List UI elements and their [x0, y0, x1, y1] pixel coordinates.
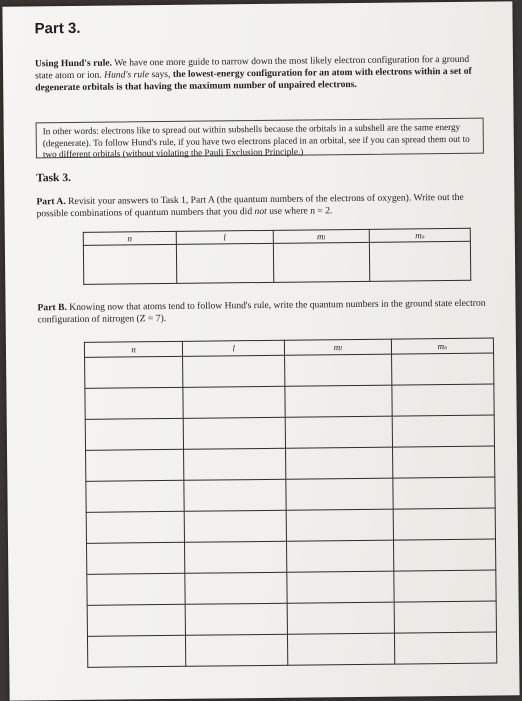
header-ml: mₗ [285, 339, 391, 355]
answer-cell[interactable] [86, 511, 184, 543]
table-row [85, 384, 494, 419]
answer-cell[interactable] [185, 603, 288, 635]
answer-cell[interactable] [85, 418, 183, 450]
answer-cell[interactable] [370, 241, 471, 281]
part-b-label: Part B. [37, 302, 67, 314]
answer-cell[interactable] [392, 384, 495, 416]
answer-cell[interactable] [87, 542, 185, 574]
answer-cell[interactable] [176, 243, 273, 283]
answer-cell[interactable] [285, 354, 392, 386]
answer-cell[interactable] [394, 632, 497, 664]
answer-cell[interactable] [273, 242, 370, 282]
answer-cell[interactable] [184, 510, 287, 542]
answer-cell[interactable] [87, 635, 185, 667]
answer-cell[interactable] [183, 355, 286, 387]
answer-cell[interactable] [288, 633, 395, 665]
answer-cell[interactable] [185, 541, 288, 573]
part-b-prompt [37, 298, 499, 327]
table-row [85, 353, 494, 388]
in-other-words-box: In other words: electrons like to spread out within subshells because the orbitals in a subshell are the same energy (degenerate). To follow Hund's rule, if you have two electrons placed in an orbital, see if you can spread them out to two different orbitals (without violating the Pauli Exclusion Principle.) [36, 118, 484, 159]
answer-cell[interactable] [85, 387, 183, 419]
header-ms: mₛ [391, 338, 493, 354]
answer-cell[interactable] [87, 573, 185, 605]
table-row [86, 477, 495, 512]
part-a-emphasis: not [254, 205, 267, 218]
hunds-rule-intro [35, 54, 485, 95]
answer-cell[interactable] [286, 416, 393, 448]
table-row [87, 632, 496, 667]
intro-text-1: We have one more guide to narrow down the most likely electron configuration for a ground state atom or ion. [35, 53, 470, 82]
answer-cell[interactable] [85, 356, 183, 388]
answer-cell[interactable] [392, 446, 495, 478]
table-row [87, 601, 496, 636]
answer-cell[interactable] [87, 604, 185, 636]
header-ms: mₛ [370, 228, 471, 242]
answer-cell[interactable] [86, 480, 184, 512]
answer-cell[interactable] [184, 479, 287, 511]
part-a-label: Part A. [36, 196, 66, 208]
table-row [87, 539, 496, 574]
intro-bold-definition: the lowest-energy configuration for an atom with electrons within a set of degenerate orbitals is that having the maximum number of unpaired electrons. [35, 65, 472, 94]
answer-cell[interactable] [391, 353, 494, 385]
part-b-quantum-table [84, 338, 497, 668]
answer-cell[interactable] [394, 570, 497, 602]
answer-cell[interactable] [185, 572, 288, 604]
part-title: Part 3. [34, 19, 81, 38]
answer-cell[interactable] [286, 447, 393, 479]
answer-cell[interactable] [186, 634, 289, 666]
header-n: n [83, 231, 176, 245]
table-row [86, 446, 495, 481]
answer-cell[interactable] [183, 417, 286, 449]
intro-lead: Using Hund's rule. [34, 57, 113, 70]
task-title: Task 3. [36, 171, 71, 185]
answer-cell[interactable] [394, 601, 497, 633]
answer-cell[interactable] [285, 385, 392, 417]
table-row [83, 241, 470, 284]
answer-cell[interactable] [184, 448, 287, 480]
table-row [87, 570, 496, 605]
answer-cell[interactable] [86, 449, 184, 481]
header-n: n [84, 341, 182, 357]
intro-hund-label: Hund's rule [104, 69, 150, 81]
answer-cell[interactable] [286, 478, 393, 510]
worksheet-page [2, 1, 519, 700]
answer-cell[interactable] [393, 539, 496, 571]
answer-cell[interactable] [287, 571, 394, 603]
table-row [86, 508, 495, 543]
answer-cell[interactable] [288, 602, 395, 634]
table-row [85, 415, 494, 450]
part-a-text: Revisit your answers to Task 1, Part A (the quantum numbers of the electrons of oxygen). Write out the possible combinations of quantum numbers that you did [36, 191, 464, 220]
answer-cell[interactable] [287, 540, 394, 572]
header-ml: mₗ [273, 229, 370, 243]
part-a-quantum-table [83, 228, 472, 285]
header-l: l [176, 230, 273, 244]
part-b-text: Knowing now that atoms tend to follow Hund's rule, write the quantum numbers in the ground state electron configuration of nitrogen (Z = 7). [37, 297, 486, 326]
answer-cell[interactable] [83, 244, 176, 284]
answer-cell[interactable] [393, 508, 496, 540]
intro-text-2: says, [149, 68, 173, 81]
header-l: l [183, 340, 285, 356]
answer-cell[interactable] [392, 415, 495, 447]
answer-cell[interactable] [183, 386, 286, 418]
part-a-prompt [36, 192, 496, 221]
answer-cell[interactable] [287, 509, 394, 541]
answer-cell[interactable] [393, 477, 496, 509]
part-a-text-end: use where n = 2. [266, 205, 333, 217]
